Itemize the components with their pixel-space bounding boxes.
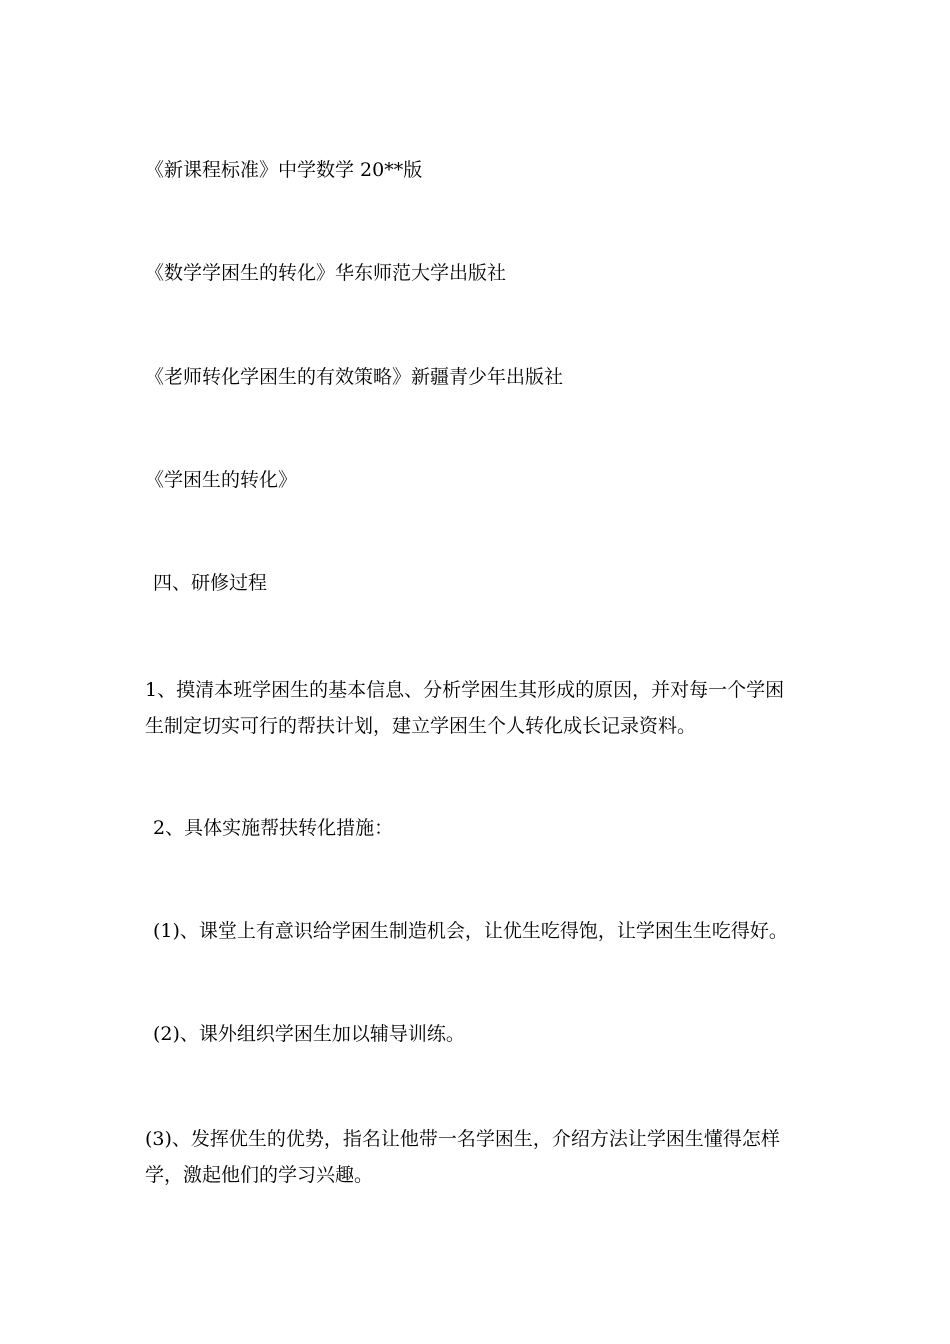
- paragraph-line: 1、摸清本班学困生的基本信息、分析学困生其形成的原因，并对每一个学困: [145, 679, 785, 701]
- step-paragraph: [145, 672, 805, 744]
- paragraph-line: 生制定切实可行的帮扶计划，建立学困生个人转化成长记录资料。: [145, 715, 697, 737]
- reference-item: 《老师转化学困生的有效策略》新疆青少年出版社: [145, 366, 564, 388]
- measure-item: [145, 1121, 805, 1193]
- reference-item: 《新课程标准》中学数学 20**版: [145, 159, 423, 181]
- measure-item: (2)、课外组织学困生加以辅导训练。: [153, 1023, 465, 1045]
- reference-item: 《学困生的转化》: [145, 469, 298, 491]
- measure-item: (1)、课堂上有意识给学困生制造机会，让优生吃得饱，让学困生生吃得好。: [153, 920, 788, 942]
- paragraph-line: (3)、发挥优生的优势，指名让他带一名学困生，介绍方法让学困生懂得怎样: [145, 1128, 780, 1150]
- paragraph-line: 学，激起他们的学习兴趣。: [145, 1164, 374, 1186]
- reference-item: 《数学学困生的转化》华东师范大学出版社: [145, 262, 507, 284]
- step-paragraph: 2、具体实施帮扶转化措施：: [153, 817, 394, 839]
- section-heading: 四、研修过程: [153, 572, 268, 594]
